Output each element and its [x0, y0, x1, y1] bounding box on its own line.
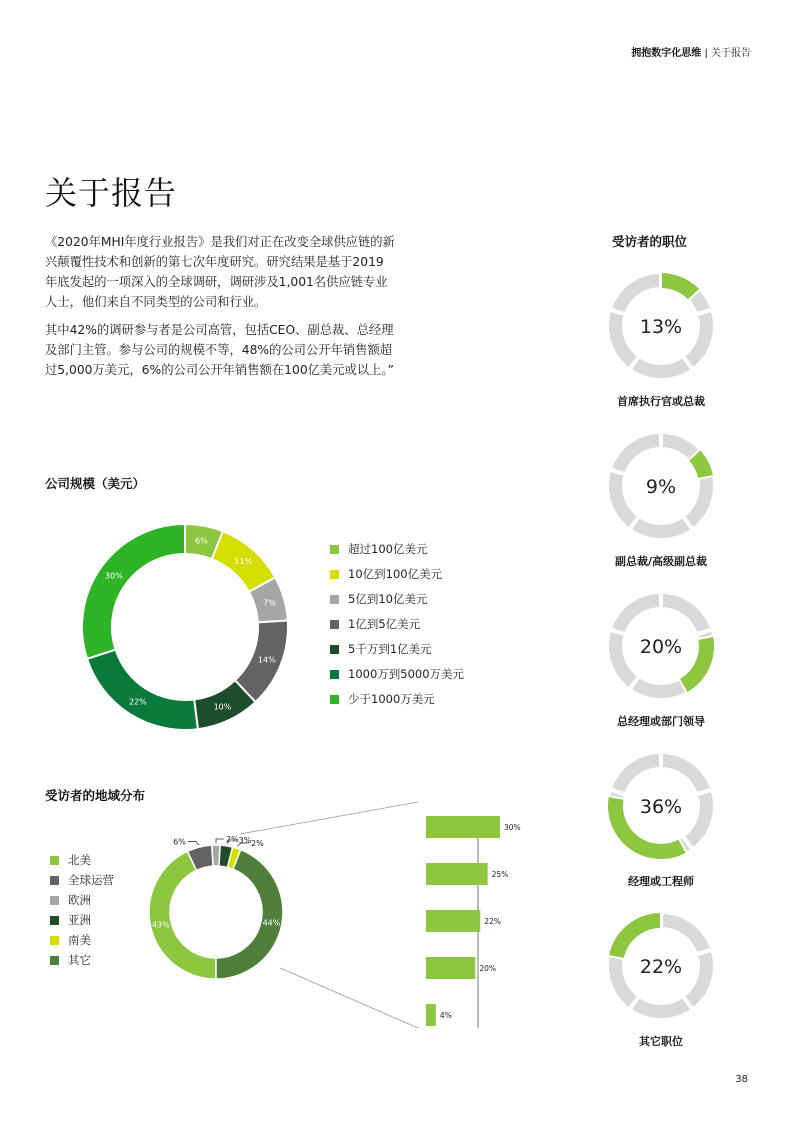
role-base-segment: [607, 469, 639, 529]
role-percent: 22%: [639, 956, 683, 978]
geo-bar: [426, 910, 480, 932]
geo-slice-5: [216, 850, 283, 979]
role-donut: [595, 420, 735, 540]
legend-swatch: [330, 620, 339, 629]
legend-swatch: [50, 896, 59, 905]
size-slice-label: 14%: [257, 655, 276, 665]
geo-slice-0: [149, 851, 216, 979]
role-base-segment: [607, 309, 639, 369]
geo-slice-label: 3%: [238, 835, 252, 845]
size-slice-label: 30%: [104, 571, 123, 581]
geo-bar: [426, 863, 488, 885]
size-slice-label: 6%: [195, 536, 208, 546]
role-percent: 20%: [639, 636, 683, 658]
company-size-legend: [330, 541, 490, 711]
legend-label: 北美: [68, 853, 91, 867]
size-slice-label: 10%: [213, 702, 232, 712]
legend-swatch: [50, 936, 59, 945]
legend-item: [330, 616, 420, 632]
size-slice-label: 7%: [263, 598, 276, 608]
geo-bar-label: 20%: [479, 964, 497, 973]
running-header: [631, 44, 751, 59]
legend-item: [330, 666, 464, 682]
legend-item: [50, 932, 91, 948]
legend-swatch: [50, 956, 59, 965]
legend-item: [50, 892, 91, 908]
role-base-segment: [610, 272, 661, 315]
role-donut: [595, 900, 735, 1020]
legend-swatch: [330, 570, 339, 579]
legend-swatch: [330, 670, 339, 679]
role-highlight-segment: [608, 912, 661, 959]
legend-item: [330, 691, 435, 707]
legend-swatch: [50, 856, 59, 865]
role-percent: 36%: [639, 796, 683, 818]
role-percent: 9%: [645, 476, 677, 498]
role-label: 副总裁/高级副总裁: [614, 555, 708, 568]
header-section: 拥抱数字化思维: [631, 48, 702, 59]
legend-label: 5亿到10亿美元: [348, 592, 428, 606]
role-label: 总经理或部门领导: [617, 715, 705, 728]
legend-item: [330, 566, 442, 582]
legend-item: [330, 591, 427, 607]
geo-slice-label: 43%: [151, 920, 170, 930]
connector-line: [240, 802, 418, 834]
legend-label: 5千万到1亿美元: [348, 642, 432, 656]
size-slice-label: 22%: [128, 697, 147, 707]
role-donut: [595, 580, 735, 700]
legend-item: [330, 541, 427, 557]
page-title: 关于报告: [45, 174, 178, 212]
role-label: 其它职位: [639, 1035, 683, 1048]
legend-label: 其它: [68, 953, 91, 967]
geo-bar-label: 30%: [504, 823, 521, 832]
geo-slice-label: 6%: [173, 837, 186, 847]
role-heading: 受访者的职位: [612, 234, 688, 249]
legend-label: 亚洲: [68, 913, 91, 927]
size-slice-label: 11%: [234, 556, 253, 566]
legend-label: 南美: [68, 933, 91, 947]
geo-slice-label: 2%: [251, 838, 264, 848]
role-base-segment: [610, 592, 661, 635]
connector-line: [280, 968, 418, 1028]
role-label: 经理或工程师: [628, 875, 694, 888]
role-donut: [595, 740, 735, 860]
legend-swatch: [330, 545, 339, 554]
legend-label: 1亿到5亿美元: [348, 617, 421, 631]
company-size-donut-chart: [70, 512, 300, 742]
size-slice-6: [82, 524, 185, 659]
legend-label: 少于1000万美元: [348, 692, 435, 706]
legend-item: [330, 641, 432, 657]
legend-item: [50, 952, 91, 968]
geo-bar-label: 4%: [439, 1011, 452, 1020]
geo-bar-label: 25%: [491, 870, 509, 879]
role-base-segment: [661, 752, 712, 795]
role-base-segment: [661, 592, 712, 635]
geo-heading: 受访者的地域分布: [45, 788, 146, 803]
intro-paragraph: 《2020年MHI年度行业报告》是我们对正在改变全球供应链的新兴颠覆性技术和创新的第七次年度研究。研究结果是基于2019年底发起的一项深入的全球调研，调研涉及1,001名供应链专业人士，他们来自不同类型的公司和行业。: [45, 235, 395, 309]
geo-bar: [426, 957, 475, 979]
geo-slice-label: 2%: [226, 835, 239, 844]
geo-bar: [426, 1004, 436, 1026]
legend-label: 1000万到5000万美元: [348, 667, 465, 681]
respondents-paragraph: 其中42%的调研参与者是公司高管，包括CEO、副总裁、总经理及部门主管。参与公司的规模不等，48%的公司公开年销售额超过5,000万美元，6%的公司公开年销售额在100亿美元或以上。”: [45, 323, 394, 377]
geo-leader-line: [188, 842, 199, 846]
role-charts: [595, 260, 735, 1060]
role-base-segment: [610, 432, 661, 475]
role-base-segment: [610, 752, 661, 795]
geo-slice-label: 44%: [262, 918, 281, 928]
legend-swatch: [50, 876, 59, 885]
legend-swatch: [50, 916, 59, 925]
header-separator: |: [704, 48, 708, 59]
legend-swatch: [330, 645, 339, 654]
legend-swatch: [330, 595, 339, 604]
role-base-segment: [607, 629, 639, 689]
legend-label: 全球运营: [68, 873, 114, 887]
legend-label: 10亿到100亿美元: [348, 567, 443, 581]
legend-label: 欧洲: [68, 893, 91, 907]
legend-item: [50, 852, 91, 868]
header-page-title: 关于报告: [711, 48, 751, 59]
size-slice-5: [87, 650, 198, 730]
legend-item: [50, 912, 91, 928]
company-size-heading: 公司规模（美元）: [45, 476, 146, 491]
geo-leader-line: [216, 839, 224, 843]
page-number: 38: [735, 1074, 748, 1085]
role-label: 首席执行官或总裁: [617, 395, 705, 408]
role-percent: 13%: [639, 316, 683, 338]
role-donut: [595, 260, 735, 380]
legend-item: [50, 872, 114, 888]
role-base-segment: [661, 912, 712, 955]
geo-bar: [426, 816, 500, 838]
geo-bar-label: 22%: [484, 917, 501, 926]
geo-donut-bar-chart: [130, 800, 610, 1040]
legend-label: 超过100亿美元: [348, 542, 428, 556]
legend-swatch: [330, 695, 339, 704]
